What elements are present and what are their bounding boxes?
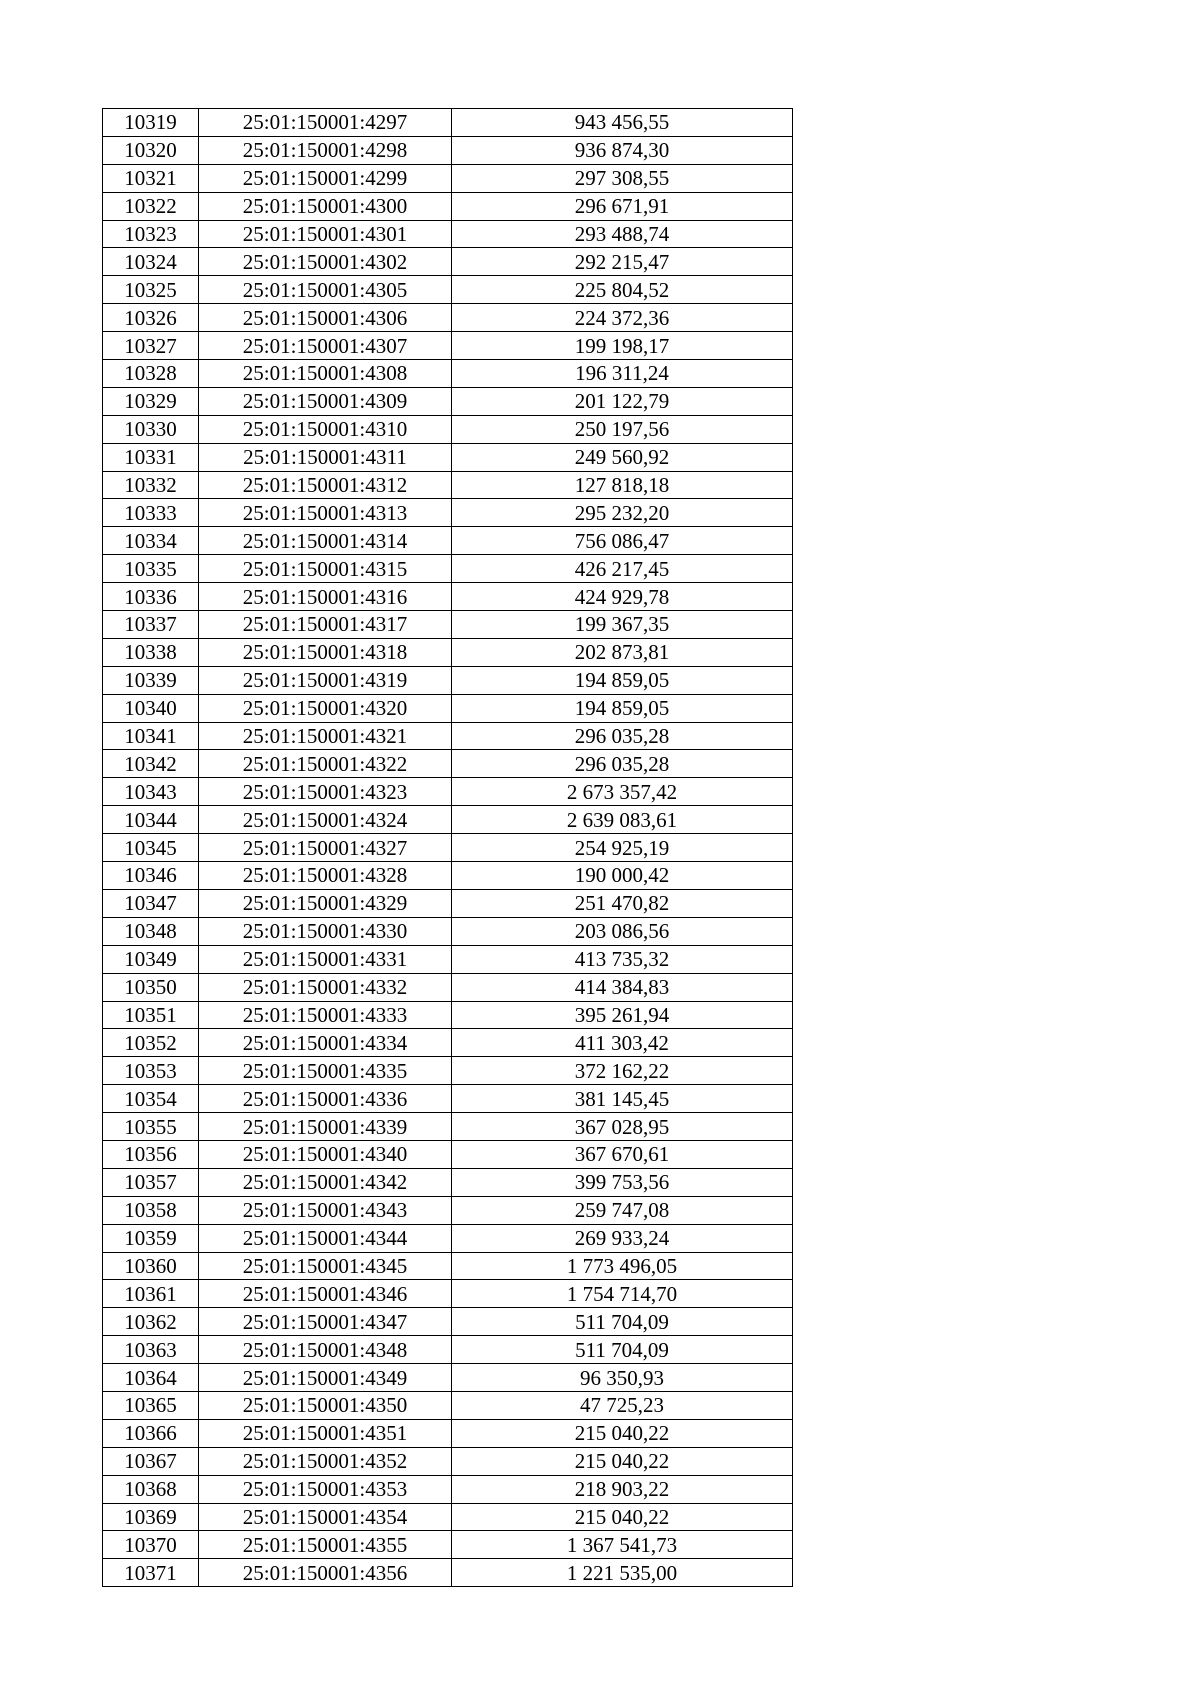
row-number-cell: 10327 [103,332,199,360]
row-number-cell: 10359 [103,1224,199,1252]
row-number-cell: 10361 [103,1280,199,1308]
cadastral-number-cell: 25:01:150001:4320 [199,694,452,722]
table-row [103,1001,793,1029]
cadastral-value-cell: 367 670,61 [452,1140,793,1168]
cadastral-value-cell: 1 754 714,70 [452,1280,793,1308]
row-number-cell: 10323 [103,220,199,248]
table-row [103,945,793,973]
cadastral-value-cell: 399 753,56 [452,1168,793,1196]
cadastral-number-cell: 25:01:150001:4297 [199,109,452,137]
cadastral-value-cell: 269 933,24 [452,1224,793,1252]
table-row [103,527,793,555]
cadastral-value-cell: 395 261,94 [452,1001,793,1029]
cadastral-number-cell: 25:01:150001:4350 [199,1391,452,1419]
row-number-cell: 10353 [103,1057,199,1085]
cadastral-number-cell: 25:01:150001:4348 [199,1336,452,1364]
cadastral-number-cell: 25:01:150001:4340 [199,1140,452,1168]
row-number-cell: 10328 [103,360,199,388]
cadastral-value-cell: 511 704,09 [452,1336,793,1364]
table-row [103,109,793,137]
row-number-cell: 10345 [103,834,199,862]
cadastral-value-cell: 936 874,30 [452,136,793,164]
cadastral-number-cell: 25:01:150001:4349 [199,1364,452,1392]
cadastral-value-cell: 190 000,42 [452,862,793,890]
row-number-cell: 10344 [103,806,199,834]
table-row [103,387,793,415]
cadastral-value-table [102,108,793,1587]
cadastral-number-cell: 25:01:150001:4329 [199,889,452,917]
cadastral-number-cell: 25:01:150001:4315 [199,555,452,583]
cadastral-value-cell: 1 221 535,00 [452,1559,793,1587]
row-number-cell: 10358 [103,1196,199,1224]
table-row [103,1168,793,1196]
cadastral-value-cell: 1 773 496,05 [452,1252,793,1280]
table-row [103,1057,793,1085]
row-number-cell: 10346 [103,862,199,890]
cadastral-value-cell: 413 735,32 [452,945,793,973]
table-row [103,1196,793,1224]
table-row [103,360,793,388]
cadastral-number-cell: 25:01:150001:4351 [199,1419,452,1447]
cadastral-value-cell: 426 217,45 [452,555,793,583]
table-row [103,248,793,276]
row-number-cell: 10351 [103,1001,199,1029]
cadastral-value-cell: 293 488,74 [452,220,793,248]
cadastral-value-cell: 215 040,22 [452,1503,793,1531]
cadastral-value-cell: 201 122,79 [452,387,793,415]
table-row [103,1029,793,1057]
row-number-cell: 10354 [103,1085,199,1113]
cadastral-value-cell: 511 704,09 [452,1308,793,1336]
table-row [103,304,793,332]
row-number-cell: 10349 [103,945,199,973]
row-number-cell: 10338 [103,638,199,666]
cadastral-value-cell: 254 925,19 [452,834,793,862]
cadastral-value-cell: 296 035,28 [452,722,793,750]
row-number-cell: 10335 [103,555,199,583]
table-row [103,694,793,722]
cadastral-number-cell: 25:01:150001:4346 [199,1280,452,1308]
cadastral-value-cell: 424 929,78 [452,583,793,611]
cadastral-number-cell: 25:01:150001:4354 [199,1503,452,1531]
table-row [103,1531,793,1559]
table-row [103,1280,793,1308]
cadastral-value-cell: 215 040,22 [452,1419,793,1447]
cadastral-number-cell: 25:01:150001:4343 [199,1196,452,1224]
row-number-cell: 10332 [103,471,199,499]
cadastral-number-cell: 25:01:150001:4356 [199,1559,452,1587]
cadastral-number-cell: 25:01:150001:4323 [199,778,452,806]
cadastral-value-cell: 194 859,05 [452,694,793,722]
cadastral-number-cell: 25:01:150001:4314 [199,527,452,555]
cadastral-value-cell: 251 470,82 [452,889,793,917]
table-row [103,973,793,1001]
table-row [103,1113,793,1141]
cadastral-value-cell: 2 673 357,42 [452,778,793,806]
row-number-cell: 10352 [103,1029,199,1057]
cadastral-number-cell: 25:01:150001:4308 [199,360,452,388]
table-row [103,220,793,248]
cadastral-value-cell: 411 303,42 [452,1029,793,1057]
cadastral-number-cell: 25:01:150001:4299 [199,164,452,192]
row-number-cell: 10355 [103,1113,199,1141]
table-row [103,778,793,806]
row-number-cell: 10329 [103,387,199,415]
row-number-cell: 10371 [103,1559,199,1587]
cadastral-value-cell: 203 086,56 [452,917,793,945]
cadastral-value-cell: 372 162,22 [452,1057,793,1085]
cadastral-number-cell: 25:01:150001:4317 [199,611,452,639]
row-number-cell: 10341 [103,722,199,750]
table-row [103,1252,793,1280]
cadastral-value-cell: 202 873,81 [452,638,793,666]
table-row [103,471,793,499]
cadastral-value-cell: 381 145,45 [452,1085,793,1113]
row-number-cell: 10331 [103,443,199,471]
row-number-cell: 10322 [103,192,199,220]
cadastral-number-cell: 25:01:150001:4353 [199,1475,452,1503]
table-row [103,1391,793,1419]
row-number-cell: 10326 [103,304,199,332]
cadastral-number-cell: 25:01:150001:4335 [199,1057,452,1085]
cadastral-number-cell: 25:01:150001:4313 [199,499,452,527]
cadastral-value-cell: 296 035,28 [452,750,793,778]
table-row [103,750,793,778]
cadastral-value-cell: 194 859,05 [452,666,793,694]
row-number-cell: 10367 [103,1447,199,1475]
cadastral-number-cell: 25:01:150001:4300 [199,192,452,220]
row-number-cell: 10336 [103,583,199,611]
cadastral-value-cell: 47 725,23 [452,1391,793,1419]
cadastral-number-cell: 25:01:150001:4309 [199,387,452,415]
table-row [103,638,793,666]
table-row [103,1224,793,1252]
cadastral-number-cell: 25:01:150001:4331 [199,945,452,973]
cadastral-number-cell: 25:01:150001:4352 [199,1447,452,1475]
table-row [103,1308,793,1336]
cadastral-number-cell: 25:01:150001:4316 [199,583,452,611]
table-row [103,499,793,527]
cadastral-value-cell: 259 747,08 [452,1196,793,1224]
row-number-cell: 10365 [103,1391,199,1419]
table-row [103,1140,793,1168]
cadastral-value-cell: 292 215,47 [452,248,793,276]
row-number-cell: 10356 [103,1140,199,1168]
cadastral-value-cell: 196 311,24 [452,360,793,388]
cadastral-value-cell: 225 804,52 [452,276,793,304]
table-row [103,443,793,471]
cadastral-value-cell: 249 560,92 [452,443,793,471]
cadastral-number-cell: 25:01:150001:4333 [199,1001,452,1029]
table-row [103,555,793,583]
table-row [103,806,793,834]
cadastral-number-cell: 25:01:150001:4306 [199,304,452,332]
cadastral-number-cell: 25:01:150001:4336 [199,1085,452,1113]
row-number-cell: 10369 [103,1503,199,1531]
table-row [103,1475,793,1503]
cadastral-value-cell: 297 308,55 [452,164,793,192]
cadastral-number-cell: 25:01:150001:4324 [199,806,452,834]
row-number-cell: 10363 [103,1336,199,1364]
row-number-cell: 10342 [103,750,199,778]
cadastral-number-cell: 25:01:150001:4322 [199,750,452,778]
cadastral-number-cell: 25:01:150001:4328 [199,862,452,890]
table-row [103,1085,793,1113]
table-row [103,332,793,360]
row-number-cell: 10330 [103,415,199,443]
cadastral-number-cell: 25:01:150001:4344 [199,1224,452,1252]
table-row [103,276,793,304]
cadastral-value-cell: 295 232,20 [452,499,793,527]
table-row [103,1503,793,1531]
row-number-cell: 10348 [103,917,199,945]
cadastral-number-cell: 25:01:150001:4298 [199,136,452,164]
cadastral-number-cell: 25:01:150001:4305 [199,276,452,304]
table-row [103,611,793,639]
table-row [103,862,793,890]
cadastral-number-cell: 25:01:150001:4330 [199,917,452,945]
cadastral-value-cell: 756 086,47 [452,527,793,555]
cadastral-number-cell: 25:01:150001:4327 [199,834,452,862]
cadastral-value-cell: 218 903,22 [452,1475,793,1503]
cadastral-value-cell: 367 028,95 [452,1113,793,1141]
row-number-cell: 10340 [103,694,199,722]
cadastral-value-cell: 127 818,18 [452,471,793,499]
table-row [103,415,793,443]
table-row [103,889,793,917]
cadastral-number-cell: 25:01:150001:4302 [199,248,452,276]
row-number-cell: 10320 [103,136,199,164]
table-row [103,583,793,611]
cadastral-number-cell: 25:01:150001:4319 [199,666,452,694]
cadastral-value-cell: 199 198,17 [452,332,793,360]
table-row [103,1447,793,1475]
cadastral-value-cell: 1 367 541,73 [452,1531,793,1559]
row-number-cell: 10339 [103,666,199,694]
row-number-cell: 10324 [103,248,199,276]
row-number-cell: 10364 [103,1364,199,1392]
cadastral-number-cell: 25:01:150001:4334 [199,1029,452,1057]
cadastral-value-cell: 96 350,93 [452,1364,793,1392]
cadastral-number-cell: 25:01:150001:4332 [199,973,452,1001]
row-number-cell: 10319 [103,109,199,137]
table-row [103,1364,793,1392]
row-number-cell: 10333 [103,499,199,527]
row-number-cell: 10321 [103,164,199,192]
cadastral-number-cell: 25:01:150001:4310 [199,415,452,443]
row-number-cell: 10347 [103,889,199,917]
table-row [103,1336,793,1364]
table-row [103,192,793,220]
row-number-cell: 10360 [103,1252,199,1280]
table-row [103,1419,793,1447]
cadastral-value-cell: 296 671,91 [452,192,793,220]
cadastral-value-cell: 224 372,36 [452,304,793,332]
cadastral-number-cell: 25:01:150001:4301 [199,220,452,248]
table-row [103,666,793,694]
row-number-cell: 10325 [103,276,199,304]
cadastral-number-cell: 25:01:150001:4345 [199,1252,452,1280]
cadastral-value-cell: 2 639 083,61 [452,806,793,834]
row-number-cell: 10368 [103,1475,199,1503]
cadastral-number-cell: 25:01:150001:4311 [199,443,452,471]
row-number-cell: 10337 [103,611,199,639]
cadastral-number-cell: 25:01:150001:4339 [199,1113,452,1141]
table-row [103,917,793,945]
row-number-cell: 10362 [103,1308,199,1336]
cadastral-number-cell: 25:01:150001:4312 [199,471,452,499]
row-number-cell: 10357 [103,1168,199,1196]
table-row [103,164,793,192]
cadastral-number-cell: 25:01:150001:4318 [199,638,452,666]
cadastral-value-cell: 943 456,55 [452,109,793,137]
cadastral-value-cell: 215 040,22 [452,1447,793,1475]
cadastral-number-cell: 25:01:150001:4321 [199,722,452,750]
row-number-cell: 10343 [103,778,199,806]
table-body [103,109,793,1587]
table-row [103,722,793,750]
cadastral-number-cell: 25:01:150001:4307 [199,332,452,360]
row-number-cell: 10370 [103,1531,199,1559]
cadastral-value-cell: 414 384,83 [452,973,793,1001]
cadastral-value-cell: 199 367,35 [452,611,793,639]
table-row [103,1559,793,1587]
table-row [103,834,793,862]
row-number-cell: 10350 [103,973,199,1001]
cadastral-number-cell: 25:01:150001:4355 [199,1531,452,1559]
row-number-cell: 10366 [103,1419,199,1447]
cadastral-value-cell: 250 197,56 [452,415,793,443]
cadastral-number-cell: 25:01:150001:4342 [199,1168,452,1196]
table-row [103,136,793,164]
cadastral-number-cell: 25:01:150001:4347 [199,1308,452,1336]
row-number-cell: 10334 [103,527,199,555]
